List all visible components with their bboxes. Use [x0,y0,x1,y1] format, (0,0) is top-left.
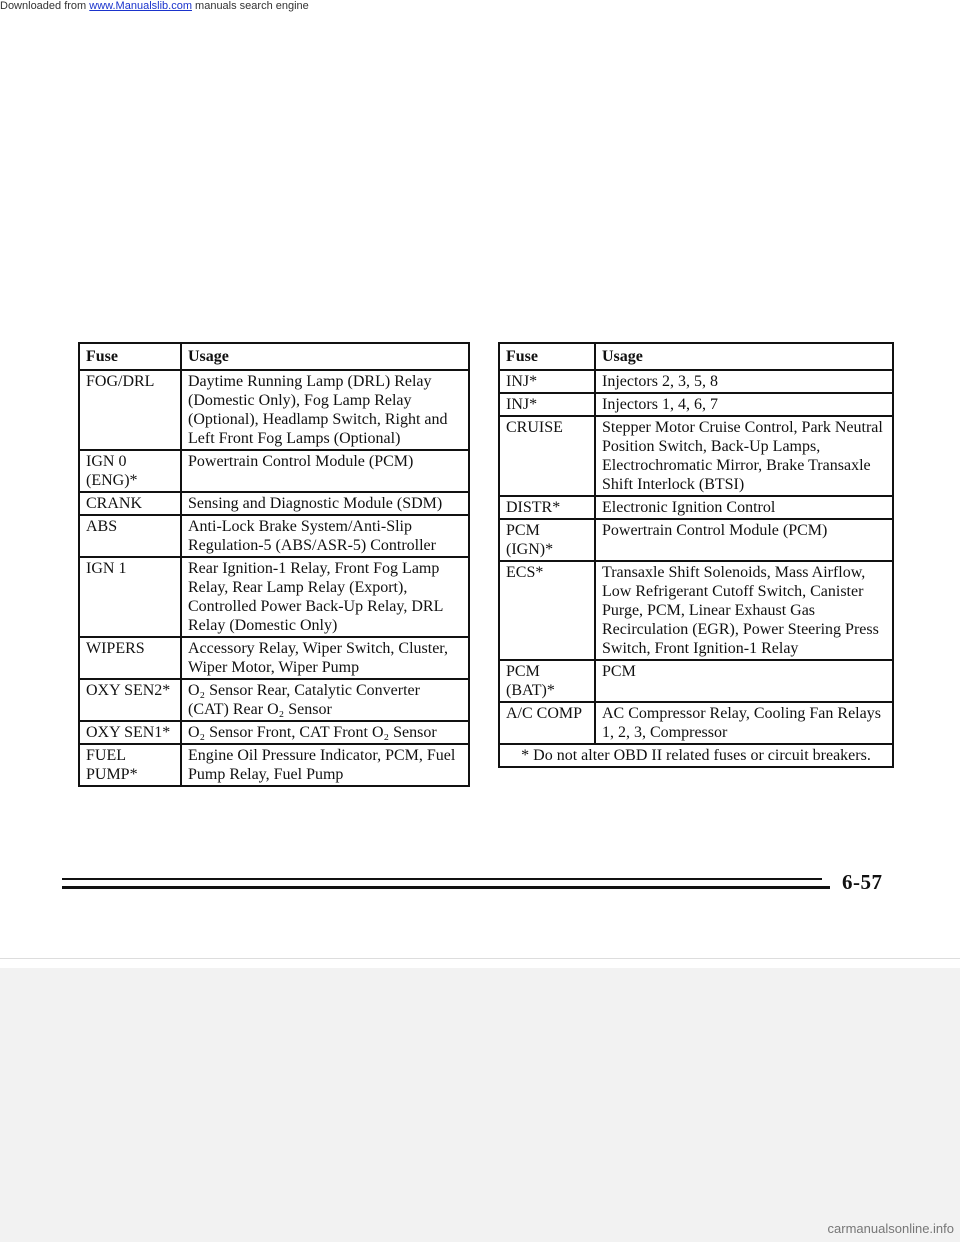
usage-cell: O₂ Sensor Rear, Catalytic Converter (CAT) Rear O₂ Sensor [181,679,469,721]
usage-cell: Rear Ignition-1 Relay, Front Fog Lamp Relay, Rear Lamp Relay (Export), Controlled Power Back-Up Relay, DRL Relay (Domestic Only) [181,557,469,637]
table-row [499,496,893,519]
fuse-cell: PCM (BAT)* [499,660,595,702]
fuse-cell: OXY SEN2* [79,679,181,721]
site-watermark: carmanualsonline.info [827,1221,954,1236]
table-note-row [499,744,893,767]
table-row [499,702,893,744]
table-row [79,557,469,637]
page-edge-line [0,958,960,959]
fuse-cell: CRUISE [499,416,595,496]
usage-cell: Anti-Lock Brake System/Anti-Slip Regulation-5 (ABS/ASR-5) Controller [181,515,469,557]
table-row [79,370,469,450]
fuse-cell: DISTR* [499,496,595,519]
usage-cell: Powertrain Control Module (PCM) [181,450,469,492]
table-row [499,416,893,496]
fuse-cell: FOG/DRL [79,370,181,450]
table-header-row [79,343,469,370]
table-row [499,393,893,416]
table-row [79,492,469,515]
usage-cell: Injectors 2, 3, 5, 8 [595,370,893,393]
usage-cell: Engine Oil Pressure Indicator, PCM, Fuel Pump Relay, Fuel Pump [181,744,469,786]
fuse-cell: PCM (IGN)* [499,519,595,561]
fuse-cell: INJ* [499,393,595,416]
table-row [79,637,469,679]
download-banner [0,0,309,12]
fuse-cell: INJ* [499,370,595,393]
banner-prefix: Downloaded from [0,0,90,12]
usage-cell: Injectors 1, 4, 6, 7 [595,393,893,416]
column-header-fuse: Fuse [79,343,181,370]
table-row [79,515,469,557]
page-footer-area [0,968,960,1242]
page-number: 6-57 [842,870,883,894]
table-row [499,660,893,702]
table-row [79,721,469,744]
usage-cell: Daytime Running Lamp (DRL) Relay (Domestic Only), Fog Lamp Relay (Optional), Headlamp Switch, Right and Left Front Fog Lamps (Optional) [181,370,469,450]
table-row [79,744,469,786]
table-row [79,679,469,721]
fuse-cell: IGN 0 (ENG)* [79,450,181,492]
fuse-cell: WIPERS [79,637,181,679]
fuse-cell: ABS [79,515,181,557]
usage-cell: Sensing and Diagnostic Module (SDM) [181,492,469,515]
table-footnote: * Do not alter OBD II related fuses or circuit breakers. [499,744,893,767]
table-row [499,561,893,660]
usage-cell: Electronic Ignition Control [595,496,893,519]
usage-cell: O₂ Sensor Front, CAT Front O₂ Sensor [181,721,469,744]
fuse-cell: OXY SEN1* [79,721,181,744]
manualslib-link[interactable]: www.Manualslib.com [89,0,192,12]
table-row [499,519,893,561]
column-header-fuse: Fuse [499,343,595,370]
page-rule-top [62,878,822,880]
column-header-usage: Usage [181,343,469,370]
page-rule-bottom [62,886,830,889]
fuse-cell: CRANK [79,492,181,515]
usage-cell: Powertrain Control Module (PCM) [595,519,893,561]
banner-suffix: manuals search engine [191,0,309,12]
table-row [499,370,893,393]
usage-cell: AC Compressor Relay, Cooling Fan Relays 1, 2, 3, Compressor [595,702,893,744]
fuse-cell: FUEL PUMP* [79,744,181,786]
usage-cell: Transaxle Shift Solenoids, Mass Airflow, Low Refrigerant Cutoff Switch, Canister Purge, PCM, Linear Exhaust Gas Recirculation (EGR), Power Steering Press Switch, Front Ignition-1 Relay [595,561,893,660]
table-header-row [499,343,893,370]
usage-cell: Accessory Relay, Wiper Switch, Cluster, Wiper Motor, Wiper Pump [181,637,469,679]
usage-cell: Stepper Motor Cruise Control, Park Neutral Position Switch, Back-Up Lamps, Electrochromatic Mirror, Brake Transaxle Shift Interlock (BTSI) [595,416,893,496]
fuse-cell: IGN 1 [79,557,181,637]
fuse-table-right [498,342,894,768]
fuse-cell: A/C COMP [499,702,595,744]
fuse-table-left [78,342,470,787]
table-row [79,450,469,492]
fuse-cell: ECS* [499,561,595,660]
column-header-usage: Usage [595,343,893,370]
usage-cell: PCM [595,660,893,702]
